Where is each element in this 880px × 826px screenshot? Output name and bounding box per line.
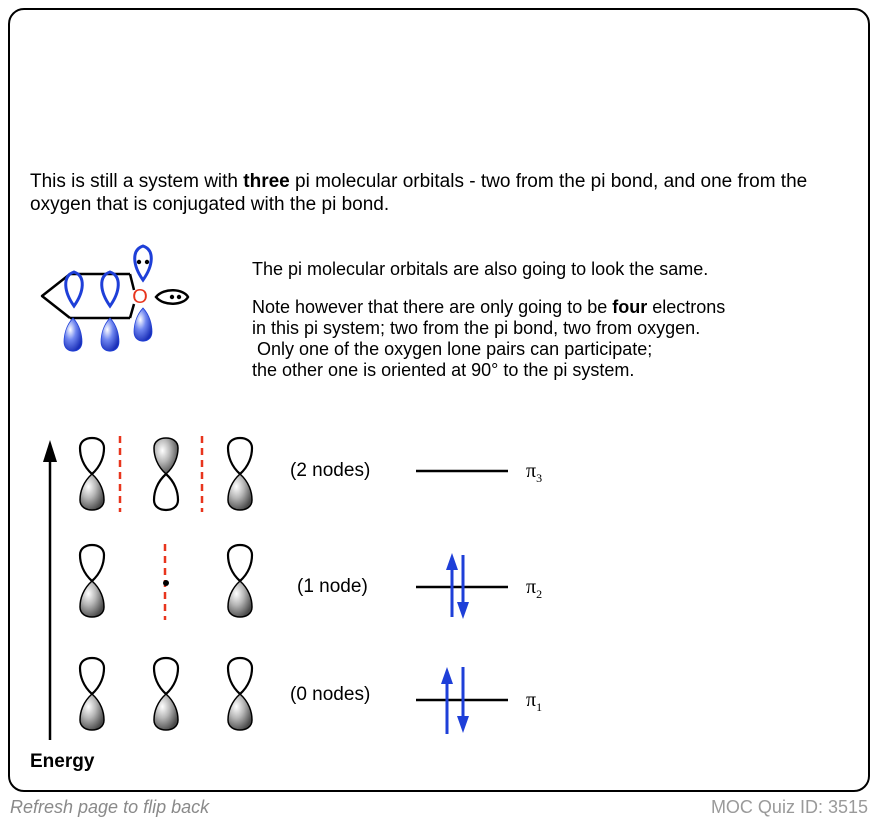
molecule-ring-outline [42,274,134,318]
description-para-1: The pi molecular orbitals are also going to look the same. [252,259,709,279]
energy-axis-arrow [43,440,57,740]
molecule-sketch [42,246,188,351]
oxygen-atom-label: O [132,286,148,308]
pi2-p-orbital-1 [80,545,104,617]
pi1-p-orbital-2 [154,658,178,730]
pi2-p-orbital-3 [228,545,252,617]
pi1-label: $\pi_1$ [526,689,543,714]
pi3-p-orbital-2 [154,438,178,510]
lone-pair-dots-top [137,260,149,264]
pi1-p-orbital-1 [80,658,104,730]
pi3-p-orbital-1 [80,438,104,510]
pi1-p-orbital-3 [228,658,252,730]
pi2-node-count: (1 node) [297,576,368,597]
description-bold-word: four [612,297,648,317]
pi2-orbital-row [80,544,508,620]
energy-axis-label: Energy [30,751,95,772]
pi3-label: $\pi_3$ [526,460,543,485]
pi1-node-count: (0 nodes) [290,684,371,705]
blue-orbital-lobes [64,308,152,351]
pi2-central-atom-dot [163,580,169,586]
pi2-label: $\pi_2$ [526,576,543,601]
pi3-node-count: (2 nodes) [290,460,371,481]
intro-text: This is still a system with three pi molecular orbitals - two from the pi bond, and one from the oxygen that is conjugated with the pi bond. [30,171,808,215]
description-para-2: Note however that there are only going to be four electrons in this pi system; two from the pi bond, two from oxygen. Only one of the oxygen lone pairs can participate; the other one is oriented at 90° to the pi system. [252,297,726,380]
pi3-p-orbital-3 [228,438,252,510]
intro-bold-word: three [243,171,290,192]
refresh-hint: Refresh page to flip back [10,797,210,817]
quiz-id: MOC Quiz ID: 3515 [710,797,868,817]
lone-pair-dots-side [170,295,181,299]
